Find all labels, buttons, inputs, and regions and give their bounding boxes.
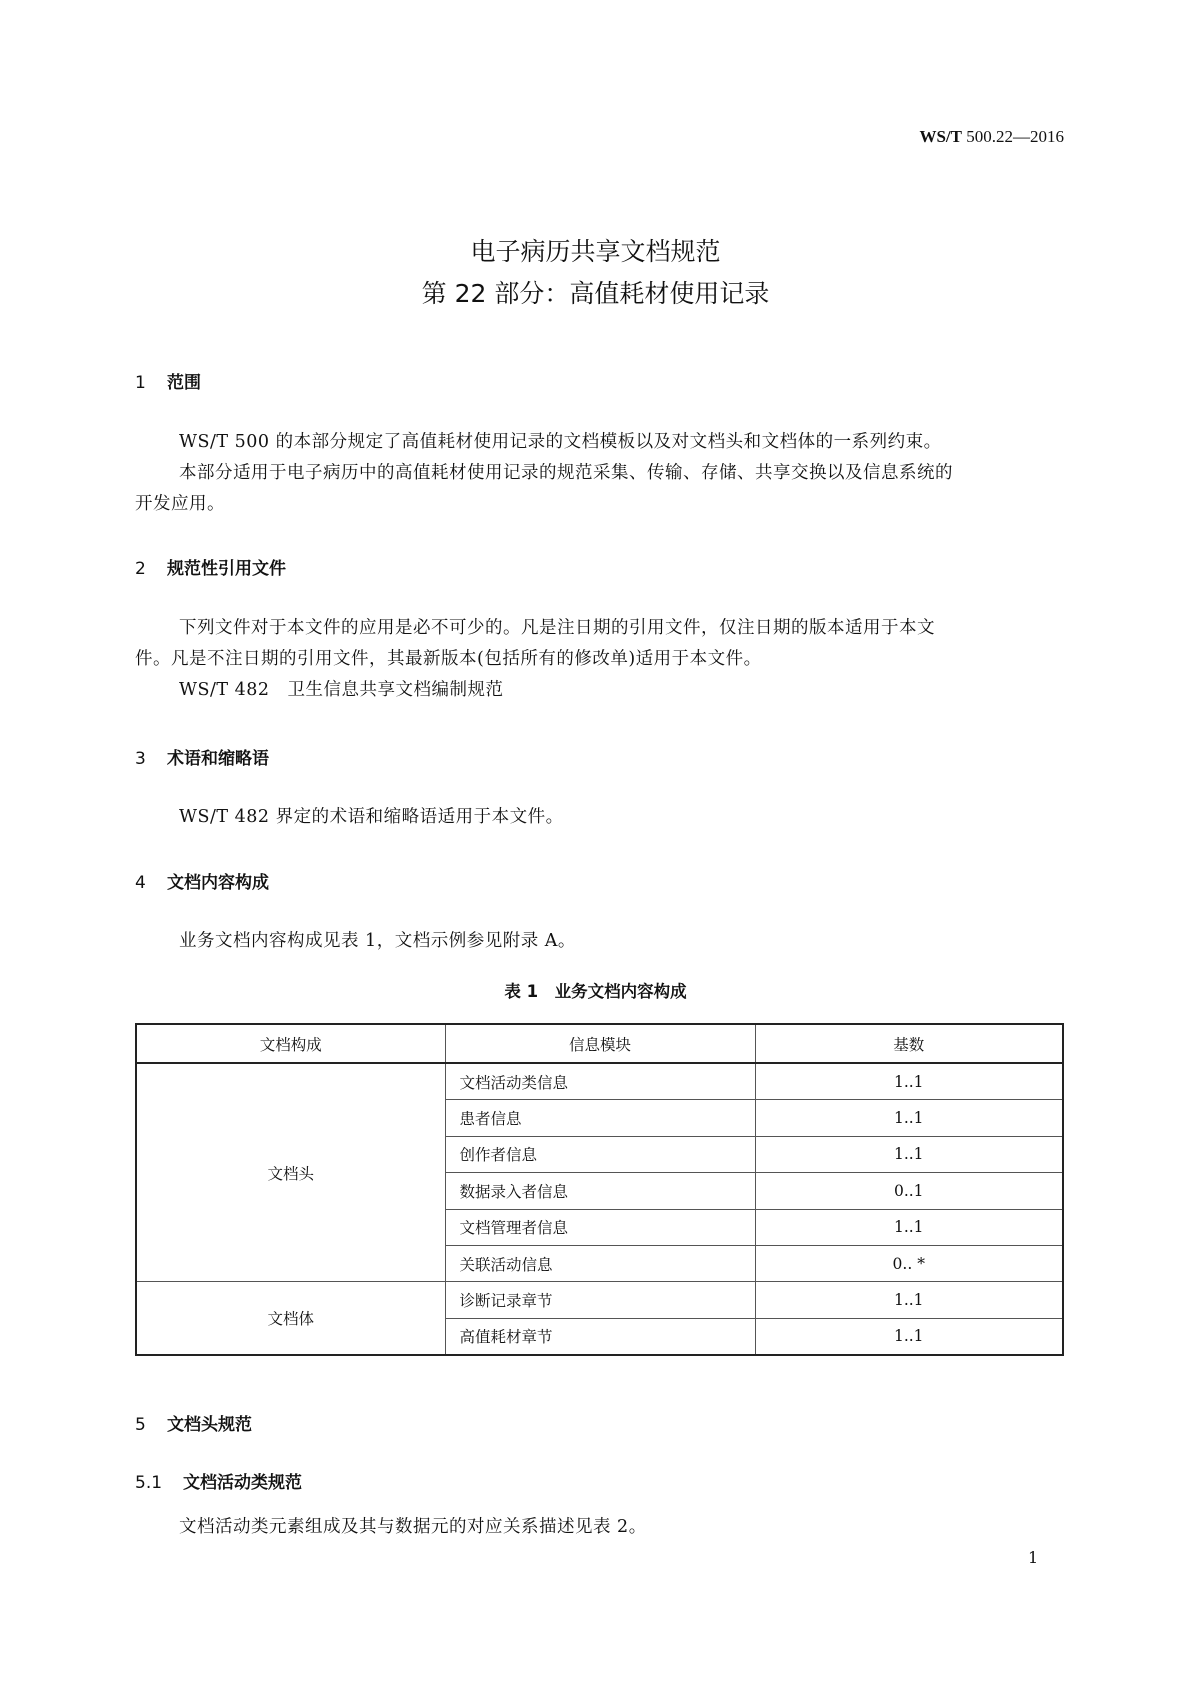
table-row — [136, 1282, 1063, 1318]
column-header: 文档构成 — [136, 1024, 445, 1063]
standard-number: WS/T 500.22—2016 — [919, 127, 1064, 146]
section-paragraph: WS/T 500 的本部分规定了高值耗材使用记录的文档模板以及对文档头和文档体的一系列约束。 本部分适用于电子病历中的高值耗材使用记录的规范采集、传输、存储、共享交换以及信息系统的 开发应用。 — [135, 432, 953, 514]
section-heading: 5 文档头规范 — [135, 1415, 252, 1435]
document-title: 电子病历共享文档规范 — [470, 237, 721, 266]
cardinality-cell: 1..1 — [755, 1209, 1063, 1245]
module-cell: 关联活动信息 — [445, 1245, 755, 1281]
cardinality-cell: 1..1 — [755, 1100, 1063, 1136]
module-cell: 诊断记录章节 — [445, 1282, 755, 1318]
section-heading: 4 文档内容构成 — [135, 873, 269, 893]
table-header-row — [136, 1024, 1063, 1063]
section-heading: 3 术语和缩略语 — [135, 749, 269, 769]
group-cell: 文档体 — [136, 1282, 445, 1355]
module-cell: 高值耗材章节 — [445, 1318, 755, 1355]
section-paragraph: 文档活动类元素组成及其与数据元的对应关系描述见表 2。 — [179, 1517, 647, 1537]
module-cell: 文档管理者信息 — [445, 1209, 755, 1245]
module-cell: 数据录入者信息 — [445, 1173, 755, 1209]
section-heading: 2 规范性引用文件 — [135, 559, 286, 579]
section-paragraph: 业务文档内容构成见表 1，文档示例参见附录 A。 — [179, 931, 576, 951]
cardinality-cell: 1..1 — [755, 1063, 1063, 1100]
cardinality-cell: 0.. * — [755, 1245, 1063, 1281]
content-table — [135, 1023, 1064, 1356]
subsection-heading: 5.1 文档活动类规范 — [135, 1473, 302, 1493]
module-cell: 创作者信息 — [445, 1136, 755, 1172]
module-cell: 患者信息 — [445, 1100, 755, 1136]
table-caption: 表 1 业务文档内容构成 — [504, 982, 687, 1001]
section-heading: 1 范围 — [135, 373, 201, 393]
cardinality-cell: 0..1 — [755, 1173, 1063, 1209]
page-number: 1 — [1028, 1548, 1039, 1567]
group-cell: 文档头 — [136, 1063, 445, 1282]
cardinality-cell: 1..1 — [755, 1282, 1063, 1318]
cardinality-cell: 1..1 — [755, 1318, 1063, 1355]
cardinality-cell: 1..1 — [755, 1136, 1063, 1172]
document-subtitle: 第 22 部分：高值耗材使用记录 — [421, 279, 770, 308]
table-row — [136, 1063, 1063, 1100]
section-paragraph: WS/T 482 界定的术语和缩略语适用于本文件。 — [179, 807, 564, 827]
column-header: 基数 — [755, 1024, 1063, 1063]
section-paragraph: 下列文件对于本文件的应用是必不可少的。凡是注日期的引用文件，仅注日期的版本适用于本文 件。凡是不注日期的引用文件，其最新版本(包括所有的修改单)适用于本文件。 WS/T 482 卫生信息共享文档编制规范 — [135, 618, 935, 700]
module-cell: 文档活动类信息 — [445, 1063, 755, 1100]
column-header: 信息模块 — [445, 1024, 755, 1063]
